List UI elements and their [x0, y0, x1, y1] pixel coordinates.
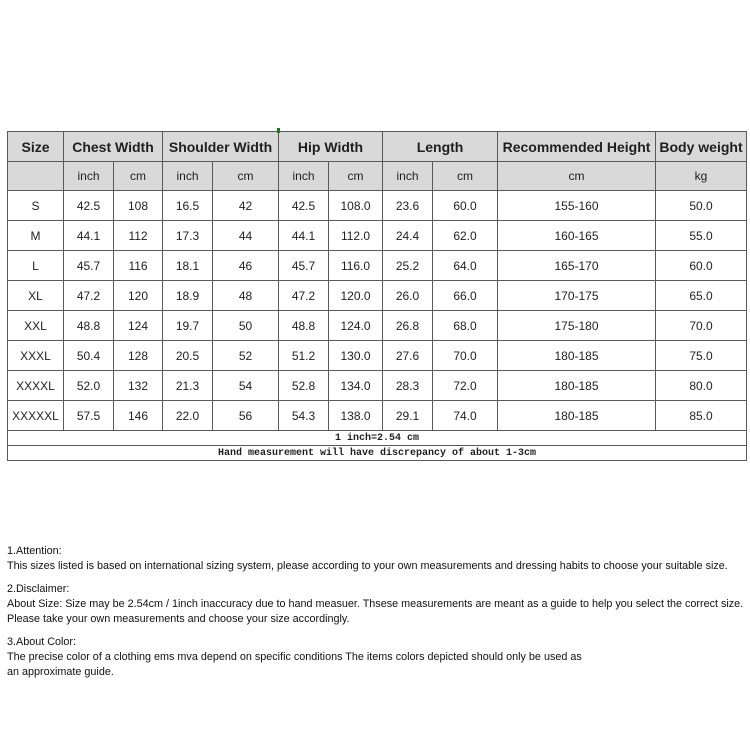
table-cell: 52 [213, 341, 279, 371]
table-cell: 17.3 [163, 221, 213, 251]
table-cell: 48.8 [64, 311, 114, 341]
unit-cell: inch [383, 162, 433, 191]
note-disclaimer-line: About Size: Size may be 2.54cm / 1inch inaccuracy due to hand measuer. Thsese measurements are meant as a guide to help you select the correct size. [7, 598, 744, 610]
note-about-color-line: The precise color of a clothing ems mva depend on specific conditions The items colors depicted should only be used as [7, 651, 582, 663]
table-cell: 16.5 [163, 191, 213, 221]
note-attention-line: This sizes listed is based on international sizing system, please according to your own measurements and dressing habits to choose your suitable size. [7, 560, 728, 572]
table-cell: 165-170 [498, 251, 656, 281]
note-disclaimer-title: 2.Disclaimer: [7, 583, 70, 595]
table-cell: 70.0 [656, 311, 747, 341]
unit-cell [8, 162, 64, 191]
header-unit-row [8, 162, 747, 191]
table-cell: 42.5 [64, 191, 114, 221]
table-cell: 155-160 [498, 191, 656, 221]
table-cell: 57.5 [64, 401, 114, 431]
header-cell: Length [383, 132, 498, 162]
table-cell: 160-165 [498, 221, 656, 251]
size-cell: XXXL [8, 341, 64, 371]
table-cell: 26.0 [383, 281, 433, 311]
table-cell: 180-185 [498, 341, 656, 371]
unit-cell: inch [163, 162, 213, 191]
unit-cell: inch [279, 162, 329, 191]
table-cell: 124.0 [329, 311, 383, 341]
table-cell: 80.0 [656, 371, 747, 401]
table-row [8, 371, 747, 401]
table-cell: 19.7 [163, 311, 213, 341]
table-cell: 21.3 [163, 371, 213, 401]
table-cell: 44 [213, 221, 279, 251]
table-cell: 60.0 [433, 191, 498, 221]
table-cell: 50.0 [656, 191, 747, 221]
table-row [8, 311, 747, 341]
table-cell: 24.4 [383, 221, 433, 251]
size-cell: M [8, 221, 64, 251]
table-cell: 146 [114, 401, 163, 431]
size-cell: XXL [8, 311, 64, 341]
table-cell: 44.1 [64, 221, 114, 251]
unit-cell: cm [433, 162, 498, 191]
table-cell: 60.0 [656, 251, 747, 281]
table-cell: 72.0 [433, 371, 498, 401]
table-cell: 28.3 [383, 371, 433, 401]
table-cell: 25.2 [383, 251, 433, 281]
table-cell: 27.6 [383, 341, 433, 371]
unit-cell: inch [64, 162, 114, 191]
table-cell: 112 [114, 221, 163, 251]
unit-cell: cm [213, 162, 279, 191]
note-about-color-line: an approximate guide. [7, 666, 114, 678]
size-cell: XXXXXL [8, 401, 64, 431]
table-row [8, 251, 747, 281]
table-cell: 170-175 [498, 281, 656, 311]
table-row [8, 191, 747, 221]
table-cell: 65.0 [656, 281, 747, 311]
table-cell: 44.1 [279, 221, 329, 251]
table-cell: 42.5 [279, 191, 329, 221]
size-cell: L [8, 251, 64, 281]
table-cell: 124 [114, 311, 163, 341]
table-cell: 130.0 [329, 341, 383, 371]
header-cell: Shoulder Width [163, 132, 279, 162]
size-cell: XXXXL [8, 371, 64, 401]
unit-cell: cm [329, 162, 383, 191]
table-cell: 70.0 [433, 341, 498, 371]
header-cell: Body weight [656, 132, 747, 162]
table-cell: 18.9 [163, 281, 213, 311]
unit-cell: cm [498, 162, 656, 191]
table-cell: 180-185 [498, 401, 656, 431]
table-cell: 120 [114, 281, 163, 311]
green-cell-marker-artifact [277, 128, 280, 133]
table-cell: 54.3 [279, 401, 329, 431]
notes-block [7, 544, 743, 680]
table-cell: 75.0 [656, 341, 747, 371]
table-cell: 108 [114, 191, 163, 221]
note-about-color [7, 635, 743, 680]
header-cell: Size [8, 132, 64, 162]
note-disclaimer-line: Please take your own measurements and choose your size accordingly. [7, 613, 350, 625]
table-cell: 134.0 [329, 371, 383, 401]
table-cell: 116 [114, 251, 163, 281]
table-cell: 116.0 [329, 251, 383, 281]
table-cell: 55.0 [656, 221, 747, 251]
table-cell: 47.2 [279, 281, 329, 311]
table-cell: 54 [213, 371, 279, 401]
size-cell: S [8, 191, 64, 221]
footnote-row [8, 431, 747, 446]
table-cell: 138.0 [329, 401, 383, 431]
table-cell: 45.7 [64, 251, 114, 281]
table-row [8, 281, 747, 311]
table-cell: 51.2 [279, 341, 329, 371]
table-cell: 18.1 [163, 251, 213, 281]
table-cell: 108.0 [329, 191, 383, 221]
size-chart-table [7, 131, 747, 461]
table-row [8, 341, 747, 371]
unit-cell: kg [656, 162, 747, 191]
table-cell: 52.0 [64, 371, 114, 401]
table-cell: 112.0 [329, 221, 383, 251]
table-cell: 50 [213, 311, 279, 341]
table-cell: 74.0 [433, 401, 498, 431]
footnote-row [8, 446, 747, 461]
table-cell: 64.0 [433, 251, 498, 281]
size-cell: XL [8, 281, 64, 311]
footnote-cell: Hand measurement will have discrepancy of about 1-3cm [8, 446, 747, 461]
table-row [8, 401, 747, 431]
table-cell: 120.0 [329, 281, 383, 311]
table-cell: 175-180 [498, 311, 656, 341]
header-cell: Hip Width [279, 132, 383, 162]
table-cell: 50.4 [64, 341, 114, 371]
table-cell: 45.7 [279, 251, 329, 281]
note-attention-title: 1.Attention: [7, 545, 62, 557]
table-cell: 47.2 [64, 281, 114, 311]
unit-cell: cm [114, 162, 163, 191]
table-cell: 46 [213, 251, 279, 281]
header-cell: Recommended Height [498, 132, 656, 162]
note-disclaimer [7, 582, 743, 627]
footnote-cell: 1 inch=2.54 cm [8, 431, 747, 446]
table-cell: 26.8 [383, 311, 433, 341]
note-attention [7, 544, 743, 574]
table-cell: 42 [213, 191, 279, 221]
table-cell: 23.6 [383, 191, 433, 221]
header-group-row [8, 132, 747, 162]
table-row [8, 221, 747, 251]
table-header [8, 132, 747, 191]
table-cell: 20.5 [163, 341, 213, 371]
table-cell: 22.0 [163, 401, 213, 431]
table-body [8, 191, 747, 461]
table-cell: 48.8 [279, 311, 329, 341]
table-cell: 132 [114, 371, 163, 401]
table-cell: 62.0 [433, 221, 498, 251]
table-cell: 52.8 [279, 371, 329, 401]
header-cell: Chest Width [64, 132, 163, 162]
table-cell: 180-185 [498, 371, 656, 401]
table-cell: 29.1 [383, 401, 433, 431]
note-about-color-title: 3.About Color: [7, 636, 77, 648]
table-cell: 56 [213, 401, 279, 431]
table-cell: 85.0 [656, 401, 747, 431]
table-cell: 66.0 [433, 281, 498, 311]
table-cell: 68.0 [433, 311, 498, 341]
table-cell: 48 [213, 281, 279, 311]
table-cell: 128 [114, 341, 163, 371]
